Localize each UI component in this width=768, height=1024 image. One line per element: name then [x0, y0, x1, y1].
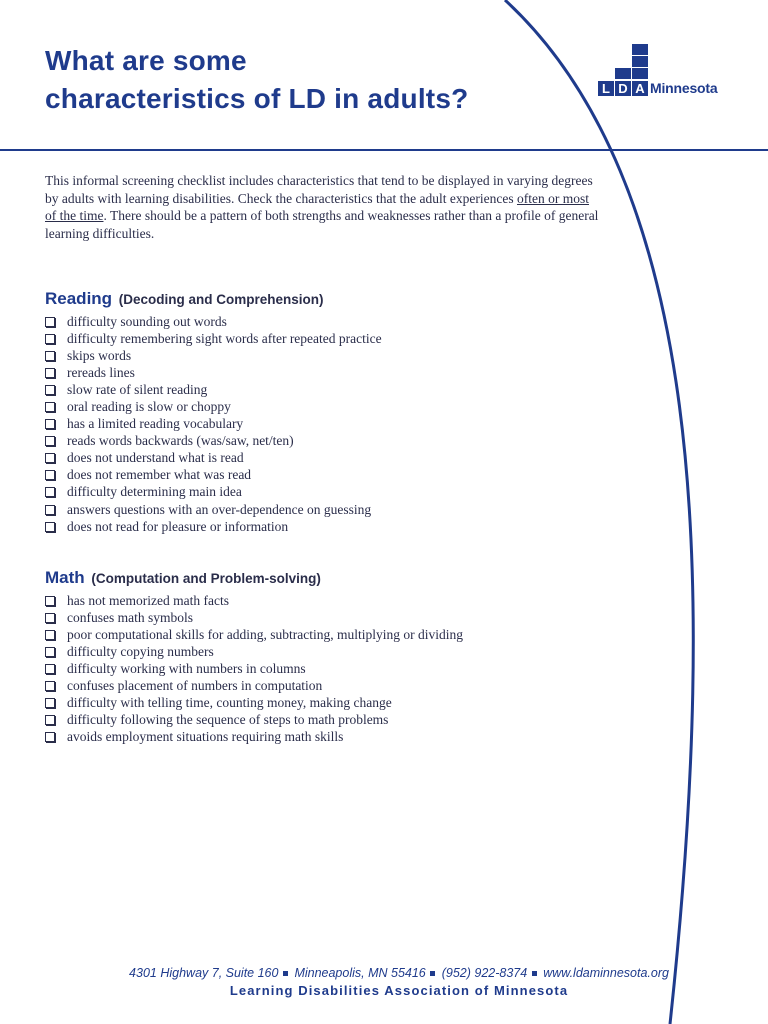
- checklist-item: [45, 501, 605, 518]
- intro-underlined: often or most of the time: [45, 190, 589, 223]
- checklist-item-label: does not understand what is read: [67, 450, 244, 466]
- checklist-item: [45, 712, 605, 729]
- checkbox[interactable]: [45, 664, 55, 674]
- checklist-item: [45, 433, 605, 450]
- reading-heading-subtitle: (Decoding and Comprehension): [118, 292, 324, 307]
- checkbox[interactable]: [45, 647, 55, 657]
- checkbox[interactable]: [45, 453, 55, 463]
- checklist-item: [45, 518, 605, 535]
- checklist-item: [45, 677, 605, 694]
- reading-section: [45, 283, 605, 535]
- checklist-item: [45, 313, 605, 330]
- checklist-item: [45, 416, 605, 433]
- checklist-item: [45, 364, 605, 381]
- logo-letter-l: L: [598, 81, 614, 96]
- checkbox[interactable]: [45, 613, 55, 623]
- checkbox[interactable]: [45, 385, 55, 395]
- checkbox[interactable]: [45, 630, 55, 640]
- checklist-item-label: answers questions with an over-dependence on guessing: [67, 501, 372, 517]
- checklist-item-label: difficulty following the sequence of steps to math problems: [67, 712, 389, 728]
- header-rule: [0, 149, 768, 151]
- checklist-item-label: poor computational skills for adding, subtracting, multiplying or dividing: [67, 626, 463, 642]
- checkbox[interactable]: [45, 317, 55, 327]
- intro-part-1: This informal screening checklist includes characteristics that tend to be displayed in varying degrees by adults with learning disabilities. Check the characteristics that the adult experiences: [45, 173, 593, 206]
- checklist-item: [45, 381, 605, 398]
- checkbox[interactable]: [45, 522, 55, 532]
- checklist-item-label: difficulty remembering sight words after repeated practice: [67, 330, 382, 346]
- checklist-item-label: does not remember what was read: [67, 467, 252, 483]
- checkbox[interactable]: [45, 470, 55, 480]
- checkbox[interactable]: [45, 368, 55, 378]
- checkbox[interactable]: [45, 681, 55, 691]
- checklist-item: [45, 450, 605, 467]
- footer-contact-line: [0, 964, 768, 982]
- checkbox[interactable]: [45, 334, 55, 344]
- page-title: [45, 42, 468, 118]
- checklist-item-label: difficulty sounding out words: [67, 313, 227, 329]
- checkbox[interactable]: [45, 715, 55, 725]
- checklist-item: [45, 643, 605, 660]
- logo-letter-d: D: [615, 81, 631, 96]
- reading-heading-title: Reading: [45, 289, 113, 308]
- checkbox[interactable]: [45, 596, 55, 606]
- checklist-item: [45, 330, 605, 347]
- checklist-item: [45, 592, 605, 609]
- checklist-item-label: confuses placement of numbers in computation: [67, 678, 323, 694]
- checklist-item: [45, 626, 605, 643]
- checkbox[interactable]: [45, 698, 55, 708]
- checkbox[interactable]: [45, 351, 55, 361]
- logo-word: Minnesota: [650, 80, 718, 96]
- math-heading: [45, 562, 605, 590]
- checklist-item-label: rereads lines: [67, 364, 135, 380]
- footer-organization: Learning Disabilities Association of Minnesota: [229, 983, 569, 998]
- checklist-item-label: difficulty determining main idea: [67, 484, 242, 500]
- checkbox[interactable]: [45, 402, 55, 412]
- checklist-item: [45, 729, 605, 746]
- checklist-item-label: has not memorized math facts: [67, 592, 229, 608]
- reading-checklist: [45, 313, 605, 535]
- intro-part-2: . There should be a pattern of both strengths and weaknesses rather than a profile of general learning difficulties.: [45, 208, 599, 241]
- checkbox[interactable]: [45, 487, 55, 497]
- lda-minnesota-logo: [598, 44, 728, 104]
- math-heading-title: Math: [45, 568, 85, 587]
- bullet-separator-icon: [532, 971, 537, 976]
- checklist-item-label: difficulty working with numbers in columns: [67, 660, 306, 676]
- logo-letter-a: A: [632, 81, 648, 96]
- bullet-separator-icon: [283, 971, 288, 976]
- checklist-item: [45, 347, 605, 364]
- checklist-item-label: oral reading is slow or choppy: [67, 399, 231, 415]
- checklist-item-label: reads words backwards (was/saw, net/ten): [67, 433, 294, 449]
- footer-address: 4301 Highway 7, Suite 160: [129, 966, 279, 980]
- checkbox[interactable]: [45, 732, 55, 742]
- math-checklist: [45, 592, 605, 746]
- footer: [0, 964, 768, 1000]
- checklist-item-label: slow rate of silent reading: [67, 381, 208, 397]
- checklist-item-label: difficulty copying numbers: [67, 643, 214, 659]
- math-section: [45, 562, 605, 746]
- checklist-item-label: avoids employment situations requiring math skills: [67, 729, 344, 745]
- page-title-line-1: What are some: [45, 45, 247, 76]
- checklist-item: [45, 467, 605, 484]
- checkbox[interactable]: [45, 419, 55, 429]
- checklist-item: [45, 660, 605, 677]
- checklist-item-label: difficulty with telling time, counting money, making change: [67, 695, 392, 711]
- bullet-separator-icon: [430, 971, 435, 976]
- footer-phone: (952) 922-8374: [441, 966, 528, 980]
- checkbox[interactable]: [45, 436, 55, 446]
- logo-letters: [598, 81, 648, 96]
- checklist-item: [45, 484, 605, 501]
- page-title-line-2: characteristics of LD in adults?: [45, 83, 469, 114]
- checklist-item: [45, 609, 605, 626]
- checklist-item-label: skips words: [67, 347, 132, 363]
- footer-website[interactable]: www.ldaminnesota.org: [543, 966, 669, 980]
- checkbox[interactable]: [45, 505, 55, 515]
- checklist-item: [45, 398, 605, 415]
- footer-city: Minneapolis, MN 55416: [294, 966, 426, 980]
- checklist-item-label: does not read for pleasure or information: [67, 518, 289, 534]
- checklist-item: [45, 695, 605, 712]
- intro-paragraph: [45, 172, 600, 242]
- reading-heading: [45, 283, 605, 311]
- checklist-item-label: confuses math symbols: [67, 609, 193, 625]
- math-heading-subtitle: (Computation and Problem-solving): [91, 571, 321, 586]
- checklist-item-label: has a limited reading vocabulary: [67, 416, 244, 432]
